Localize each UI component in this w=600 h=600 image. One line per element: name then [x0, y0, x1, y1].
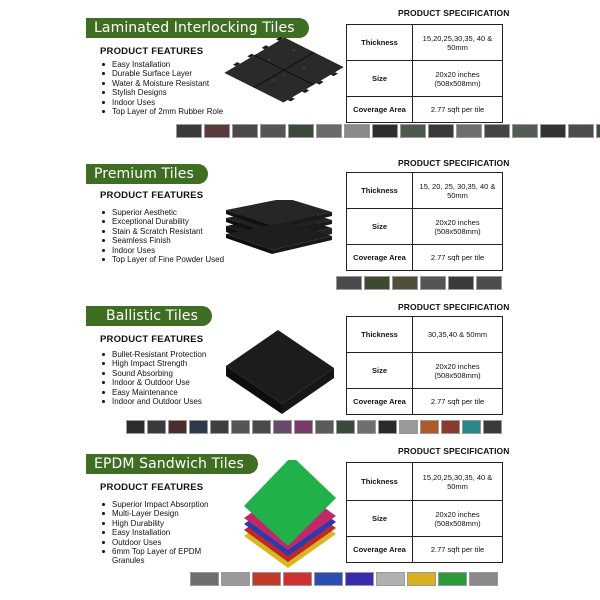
feature-item: Top Layer of 2mm Rubber Role — [102, 107, 232, 116]
spec-title: PRODUCT SPECIFICATION — [398, 8, 510, 18]
feature-item: Indoor & Outdoor Use — [102, 378, 232, 387]
color-swatch — [540, 124, 566, 138]
spec-title: PRODUCT SPECIFICATION — [398, 158, 510, 168]
spec-value: 20x20 inches (508x508mm) — [413, 353, 503, 389]
feature-item: Durable Surface Layer — [102, 69, 232, 78]
color-swatch — [372, 124, 398, 138]
features-title: PRODUCT FEATURES — [100, 482, 204, 493]
spec-value: 20x20 inches (508x508mm) — [413, 209, 503, 245]
color-swatch — [392, 276, 418, 290]
feature-item: Bullet-Resistant Protection — [102, 350, 232, 359]
color-swatch — [400, 124, 426, 138]
section-title: Premium Tiles — [86, 164, 208, 184]
color-swatch — [314, 572, 343, 586]
feature-item: 6mm Top Layer of EPDM Granules — [102, 547, 232, 566]
color-swatch — [252, 572, 281, 586]
color-swatch — [189, 420, 208, 434]
spec-label: Size — [347, 353, 413, 389]
features-list — [102, 500, 232, 566]
color-swatch — [176, 124, 202, 138]
color-swatch — [420, 276, 446, 290]
feature-item: Water & Moisture Resistant — [102, 79, 232, 88]
spec-value: 20x20 inches (508x508mm) — [413, 501, 503, 537]
spec-label: Coverage Area — [347, 537, 413, 563]
feature-item: Stain & Scratch Resistant — [102, 227, 232, 236]
features-list — [102, 350, 232, 406]
color-swatch — [294, 420, 313, 434]
color-swatch — [147, 420, 166, 434]
feature-item: Superior Aesthetic — [102, 208, 232, 217]
color-swatch — [221, 572, 250, 586]
feature-item: Easy Maintenance — [102, 388, 232, 397]
feature-item: Easy Installation — [102, 528, 232, 537]
color-swatch — [512, 124, 538, 138]
color-swatch — [336, 276, 362, 290]
spec-value: 15,20,25,30,35, 40 & 50mm — [413, 25, 503, 61]
spec-label: Coverage Area — [347, 245, 413, 271]
feature-item: High Durability — [102, 519, 232, 528]
features-list — [102, 208, 232, 264]
color-swatch — [288, 124, 314, 138]
section-title: EPDM Sandwich Tiles — [86, 454, 258, 474]
ballistic-tile-image — [222, 324, 342, 414]
color-swatch — [232, 124, 258, 138]
feature-item: Indoor Uses — [102, 246, 232, 255]
color-swatch — [484, 124, 510, 138]
feature-item: Superior Impact Absorption — [102, 500, 232, 509]
features-title: PRODUCT FEATURES — [100, 334, 204, 345]
feature-item: Stylish Designs — [102, 88, 232, 97]
color-swatch — [476, 276, 502, 290]
color-swatches — [336, 276, 502, 290]
spec-label: Size — [347, 61, 413, 97]
product-section — [0, 300, 600, 448]
color-swatch — [315, 420, 334, 434]
color-swatch — [441, 420, 460, 434]
product-section — [0, 6, 600, 154]
spec-table — [346, 172, 503, 271]
feature-item: Indoor and Outdoor Uses — [102, 397, 232, 406]
epdm-tiles-stack-image — [240, 460, 340, 572]
feature-item: Sound Absorbing — [102, 369, 232, 378]
color-swatches — [190, 572, 498, 586]
feature-item: Exceptional Durability — [102, 217, 232, 226]
color-swatch — [252, 420, 271, 434]
color-swatch — [336, 420, 355, 434]
color-swatch — [204, 124, 230, 138]
color-swatch — [378, 420, 397, 434]
features-list — [102, 60, 232, 116]
color-swatch — [399, 420, 418, 434]
color-swatch — [357, 420, 376, 434]
color-swatch — [596, 124, 600, 138]
color-swatches — [176, 124, 600, 138]
spec-value: 2.77 sqft per tile — [413, 389, 503, 415]
premium-tiles-stack-image — [222, 200, 342, 260]
spec-value: 20x20 inches (508x508mm) — [413, 61, 503, 97]
color-swatch — [483, 420, 502, 434]
color-swatch — [344, 124, 370, 138]
feature-item: Easy Installation — [102, 60, 232, 69]
feature-item: Indoor Uses — [102, 98, 232, 107]
color-swatch — [448, 276, 474, 290]
spec-value: 30,35,40 & 50mm — [413, 317, 503, 353]
color-swatch — [376, 572, 405, 586]
spec-label: Coverage Area — [347, 97, 413, 123]
feature-item: Seamless Finish — [102, 236, 232, 245]
color-swatch — [438, 572, 467, 586]
spec-label: Thickness — [347, 173, 413, 209]
color-swatch — [420, 420, 439, 434]
product-section — [0, 156, 600, 304]
feature-item: Multi-Layer Design — [102, 509, 232, 518]
feature-item: Top Layer of Fine Powder Used — [102, 255, 232, 264]
spec-label: Thickness — [347, 317, 413, 353]
spec-table — [346, 24, 503, 123]
color-swatch — [260, 124, 286, 138]
spec-table — [346, 462, 503, 563]
color-swatch — [190, 572, 219, 586]
spec-label: Size — [347, 501, 413, 537]
spec-value: 2.77 sqft per tile — [413, 245, 503, 271]
interlocking-tiles-image — [224, 20, 344, 120]
color-swatch — [168, 420, 187, 434]
spec-label: Thickness — [347, 25, 413, 61]
spec-value: 2.77 sqft per tile — [413, 537, 503, 563]
section-title: Ballistic Tiles — [86, 306, 212, 326]
color-swatch — [364, 276, 390, 290]
color-swatch — [407, 572, 436, 586]
spec-title: PRODUCT SPECIFICATION — [398, 302, 510, 312]
color-swatch — [428, 124, 454, 138]
feature-item: High Impact Strength — [102, 359, 232, 368]
color-swatch — [273, 420, 292, 434]
section-title: Laminated Interlocking Tiles — [86, 18, 309, 38]
spec-value: 2.77 sqft per tile — [413, 97, 503, 123]
color-swatch — [126, 420, 145, 434]
color-swatch — [283, 572, 312, 586]
color-swatch — [568, 124, 594, 138]
color-swatches — [126, 420, 502, 434]
spec-table — [346, 316, 503, 415]
spec-title: PRODUCT SPECIFICATION — [398, 446, 510, 456]
spec-label: Thickness — [347, 463, 413, 501]
spec-value: 15,20,25,30,35, 40 & 50mm — [413, 463, 503, 501]
color-swatch — [469, 572, 498, 586]
color-swatch — [231, 420, 250, 434]
color-swatch — [316, 124, 342, 138]
spec-label: Coverage Area — [347, 389, 413, 415]
color-swatch — [456, 124, 482, 138]
features-title: PRODUCT FEATURES — [100, 190, 204, 201]
spec-label: Size — [347, 209, 413, 245]
color-swatch — [462, 420, 481, 434]
spec-value: 15, 20, 25, 30,35, 40 & 50mm — [413, 173, 503, 209]
color-swatch — [210, 420, 229, 434]
color-swatch — [345, 572, 374, 586]
product-section — [0, 444, 600, 592]
feature-item: Outdoor Uses — [102, 538, 232, 547]
features-title: PRODUCT FEATURES — [100, 46, 204, 57]
